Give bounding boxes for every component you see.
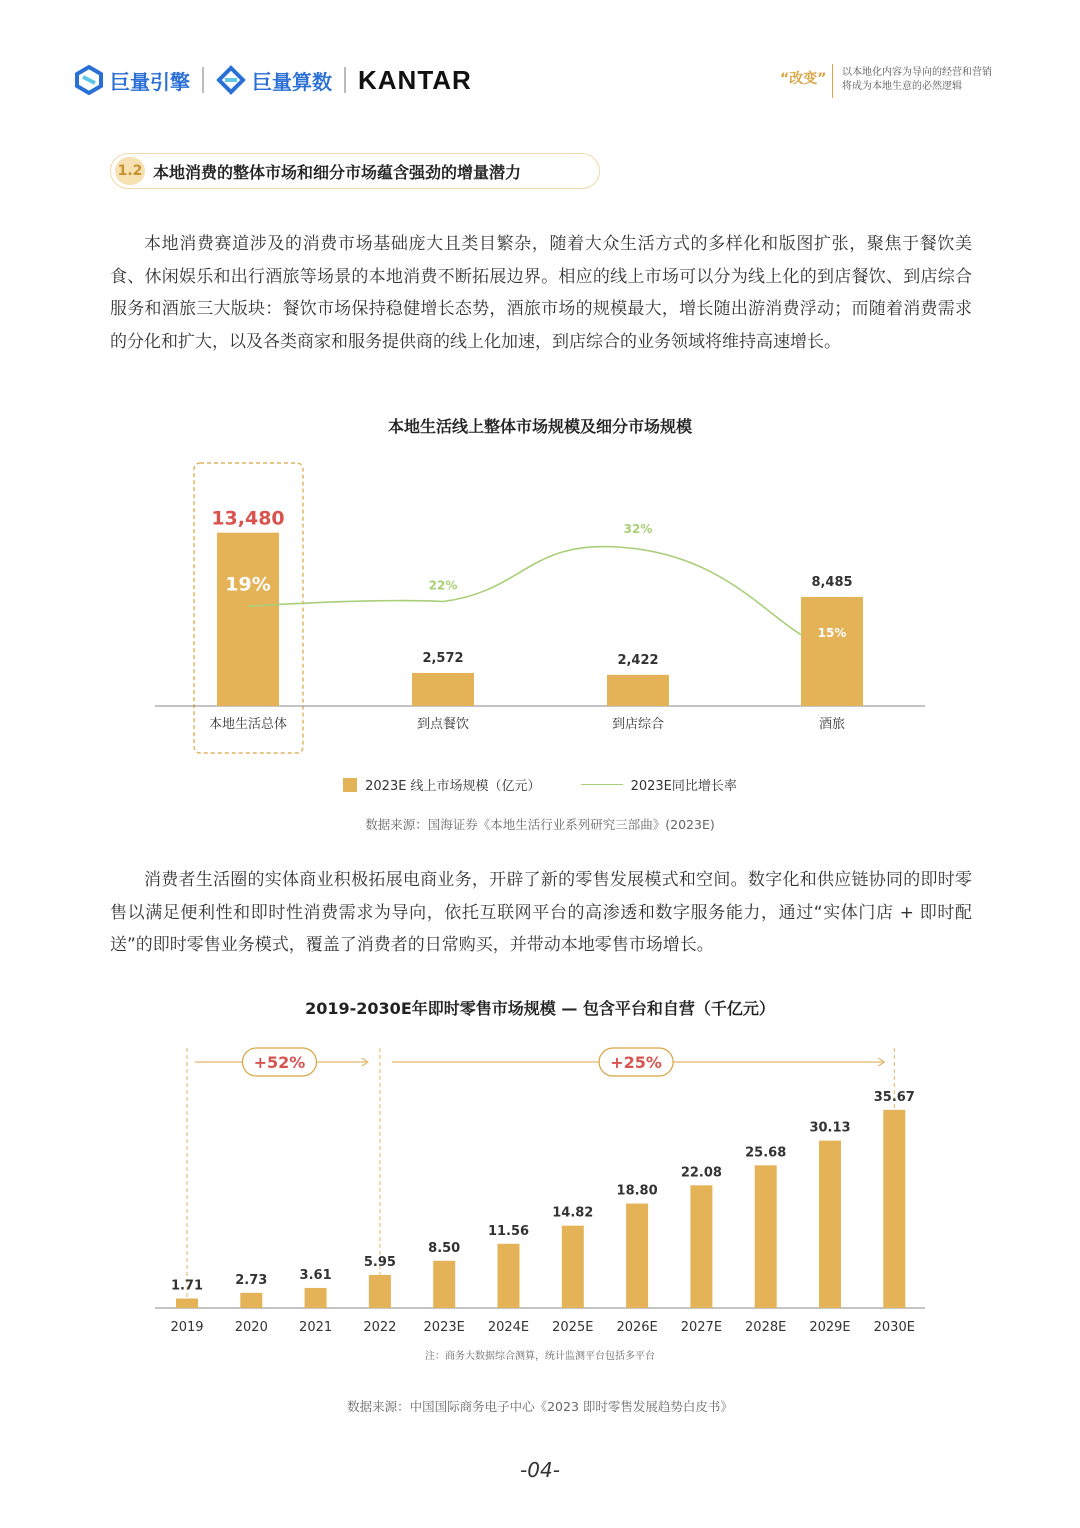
legend-item-bar (343, 775, 540, 794)
bar-value-label: 13,480 (211, 507, 285, 530)
bar-2028E (755, 1165, 777, 1308)
chart2-svg (0, 1040, 1080, 1340)
legend-line-label: 2023E同比增长率 (630, 779, 737, 794)
bar-value-label: 18.80 (616, 1183, 658, 1199)
section-title (110, 153, 600, 189)
chart2-title: 2019-2030E年即时零售市场规模 — 包含平台和自营（千亿元） (305, 999, 775, 1018)
juliang-engine-logo (74, 65, 190, 95)
page-header (0, 0, 1080, 120)
x-tick-label: 到店综合 (611, 717, 665, 732)
section-heading: 本地消费的整体市场和细分市场蕴含强劲的增量潜力 (153, 162, 522, 182)
chart2-note: 注：商务大数据综合测算，统计监测平台包括多平台 (425, 1351, 655, 1362)
cagr-2019-2022-label: +52% (253, 1053, 306, 1072)
tagline-keyword: “改变” (780, 71, 827, 87)
x-tick-label: 2023E (423, 1320, 465, 1335)
bar-value-label: 2,572 (422, 650, 464, 666)
bar-value-label: 25.68 (745, 1145, 787, 1161)
tagline (842, 66, 1042, 94)
paragraph-2: 消费者生活圈的实体商业积极拓展电商业务，开辟了新的零售发展模式和空间。数字化和供应链协同的即时零售以满足便利性和即时性消费需求为导向，依托互联网平台的高渗透和数字服务能力，通过“实体门店 + 即时配送”的即时零售业务模式，覆盖了消费者的日常购买，并带动本地零售市场增长。 (110, 870, 972, 956)
x-tick-label: 本地生活总体 (208, 717, 288, 732)
bar-酒旅 (801, 597, 863, 706)
x-tick-label: 2019 (170, 1320, 204, 1335)
bar-value-label: 2.73 (235, 1272, 268, 1288)
bar-2023E (433, 1261, 455, 1308)
section-number: 1.2 (115, 157, 145, 185)
bar-2021 (305, 1288, 327, 1308)
bar-value-label: 2,422 (617, 652, 659, 668)
x-tick-label: 2021 (299, 1320, 333, 1335)
kantar-logo: KANTAR (358, 64, 472, 95)
bar-value-label: 22.08 (680, 1165, 722, 1181)
bar-2029E (819, 1141, 841, 1308)
legend-item-line (581, 775, 737, 794)
x-tick-label: 到点餐饮 (416, 717, 470, 732)
cagr-2022-2030-label: +25% (610, 1053, 662, 1072)
bar-2026E (626, 1204, 648, 1308)
bar-value-label: 1.71 (170, 1278, 204, 1294)
bar-本地生活总体 (217, 533, 279, 706)
bar-2025E (562, 1226, 584, 1308)
chart1-svg (0, 455, 1080, 755)
bar-到店综合 (607, 675, 669, 706)
bar-2019 (176, 1299, 198, 1309)
chart1-title: 本地生活线上整体市场规模及细分市场规模 (387, 417, 692, 436)
juliang-suanshu-logo (216, 65, 332, 95)
bar-value-label: 11.56 (487, 1223, 530, 1239)
bar-value-label: 35.67 (873, 1089, 915, 1105)
legend-bar-label: 2023E 线上市场规模（亿元） (365, 779, 541, 794)
bar-value-label: 14.82 (552, 1205, 594, 1221)
x-tick-label: 2029E (809, 1320, 851, 1335)
bar-value-label: 8.50 (428, 1240, 461, 1256)
tagline-line: 将成为本地生意的必然逻辑 (842, 81, 962, 92)
x-tick-label: 2025E (552, 1320, 594, 1335)
tagline-divider (832, 64, 833, 98)
legend-line-swatch (581, 784, 623, 785)
x-tick-label: 酒旅 (818, 717, 846, 732)
juliang-engine-icon (74, 65, 104, 95)
x-tick-label: 2022 (363, 1320, 397, 1335)
page-number: -04- (520, 1458, 560, 1482)
bar-2024E (498, 1244, 520, 1308)
rate-label: 19% (225, 573, 271, 596)
bar-value-label: 30.13 (809, 1120, 851, 1136)
juliang-suanshu-icon (216, 65, 246, 95)
x-tick-label: 2027E (680, 1320, 723, 1335)
x-tick-label: 2020 (234, 1320, 268, 1335)
chart1-source: 数据来源：国海证券《本地生活行业系列研究三部曲》(2023E) (365, 817, 715, 832)
logo-divider (344, 67, 346, 93)
tagline-line: 以本地化内容为导向的经营和营销 (842, 67, 992, 78)
logo-group (74, 62, 472, 98)
bar-2030E (883, 1110, 905, 1308)
chart1-legend (0, 775, 1080, 794)
legend-bar-swatch (343, 778, 357, 792)
bar-2022 (369, 1275, 391, 1308)
x-tick-label: 2026E (616, 1320, 658, 1335)
rate-label: 32% (623, 522, 653, 536)
paragraph-1: 本地消费赛道涉及的消费市场基础庞大且类目繁杂，随着大众生活方式的多样化和版图扩张，聚焦于餐饮美食、休闲娱乐和出行酒旅等场景的本地消费不断拓展边界。相应的线上市场可以分为线上化的到店餐饮、到店综合服务和酒旅三大版块：餐饮市场保持稳健增长态势，酒旅市场的规模最大，增长随出游消费浮动；而随着消费需求的分化和扩大，以及各类商家和服务提供商的线上化加速，到店综合的业务领域将维持高速增长。 (110, 234, 972, 352)
juliang-engine-text: 巨量引擎 (110, 69, 190, 94)
x-tick-label: 2030E (873, 1320, 915, 1335)
growth-rate-line (248, 547, 802, 636)
bar-value-label: 5.95 (363, 1254, 396, 1270)
juliang-suanshu-text: 巨量算数 (252, 69, 332, 94)
bar-2020 (240, 1293, 262, 1308)
chart2-source: 数据来源：中国国际商务电子中心《2023 即时零售发展趋势白皮书》 (347, 1399, 733, 1414)
bar-value-label: 8,485 (811, 574, 853, 590)
x-tick-label: 2028E (745, 1320, 787, 1335)
logo-divider (202, 67, 204, 93)
bar-value-label: 3.61 (299, 1267, 332, 1283)
rate-label: 15% (817, 625, 847, 640)
rate-label: 22% (428, 578, 458, 593)
x-tick-label: 2024E (487, 1320, 530, 1335)
bar-到点餐饮 (412, 673, 474, 706)
bar-2027E (690, 1185, 712, 1308)
